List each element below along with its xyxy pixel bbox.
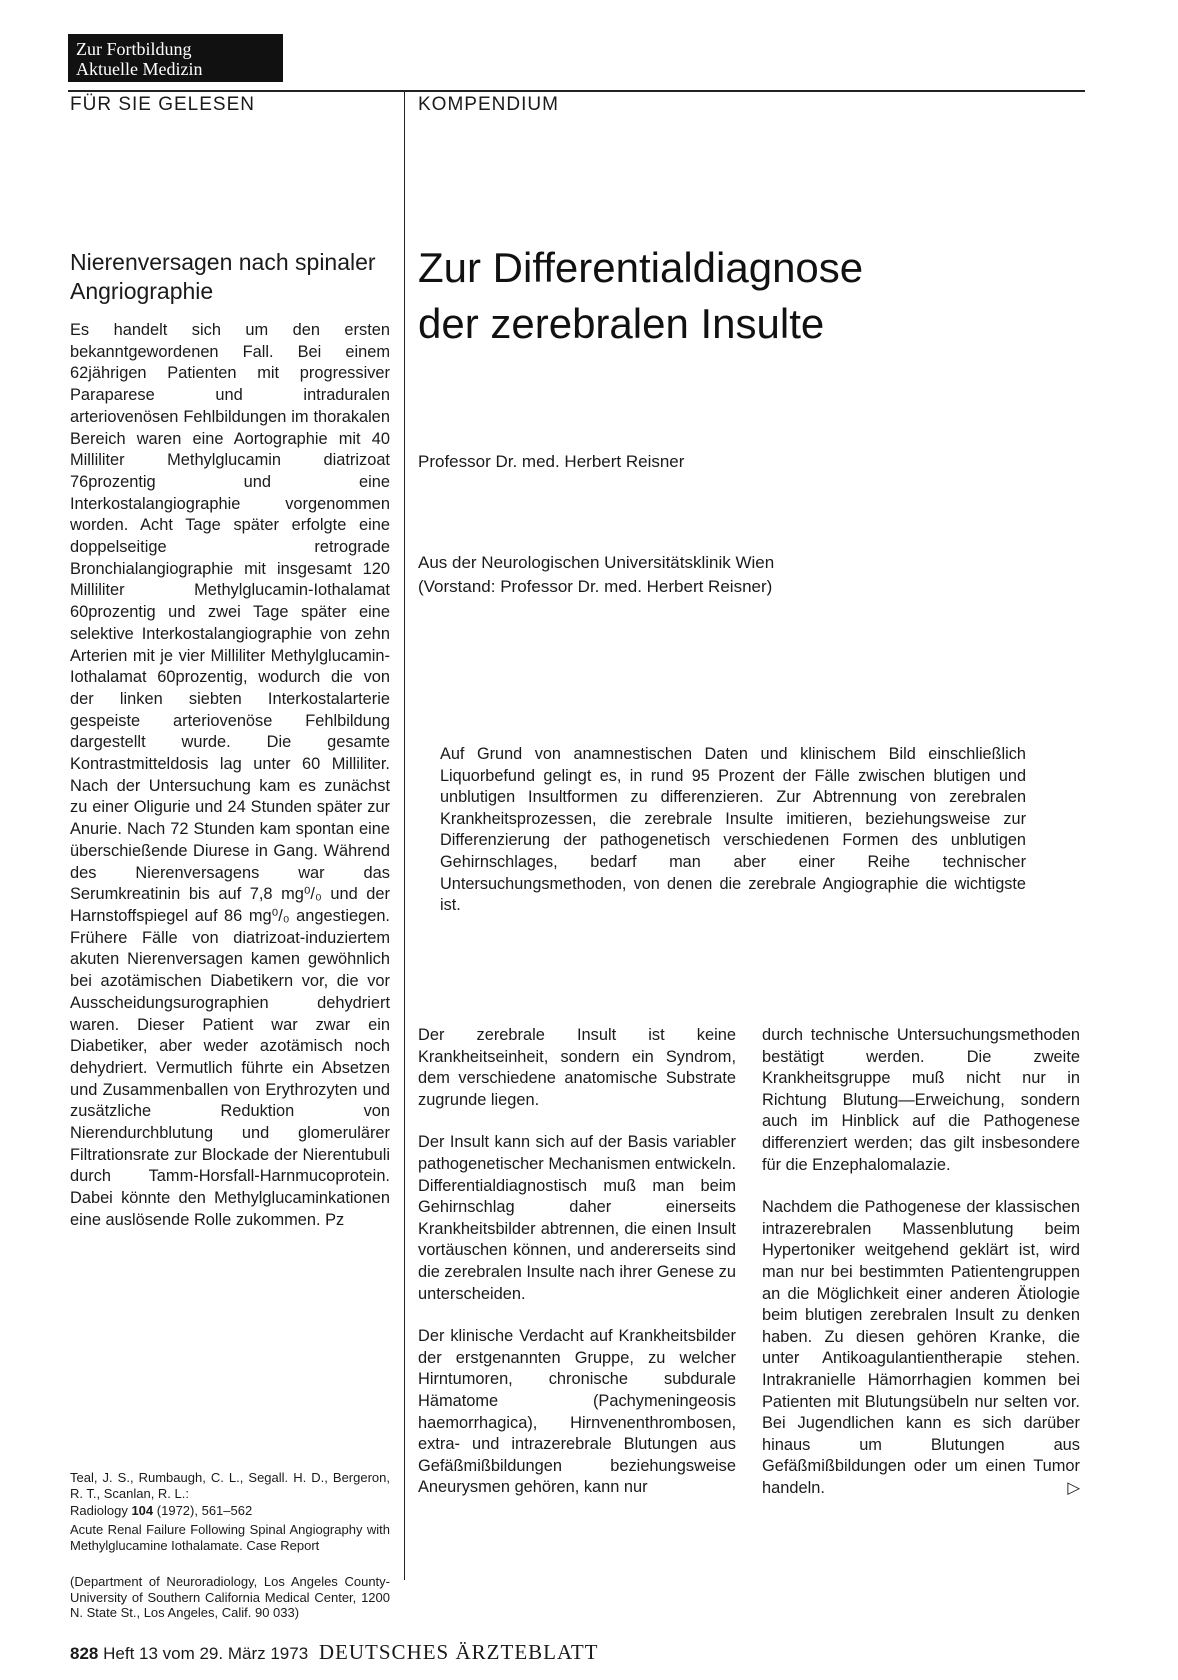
article-author: Professor Dr. med. Herbert Reisner	[418, 452, 685, 471]
sidebar-article-title: Nierenversagen nach spinaler Angriographie	[70, 249, 376, 304]
magazine-name: DEUTSCHES ÄRZTEBLATT	[318, 1640, 599, 1664]
badge-line-2: Aktuelle Medizin	[76, 59, 203, 79]
column-2-paragraph-1: durch technische Untersuchungsmethoden bestätigt werden. Die zweite Krankheitsgruppe muß nicht nur in Richtung Blutung—Erweichung, sondern auch im Hinblick auf die Pathogenese differenziert werden; das gilt insbesondere für die Enzephalomalazie.	[762, 1026, 1080, 1174]
article-title-line-1: Zur Differentialdiagnose	[418, 244, 864, 291]
institution-line-1: Aus der Neurologischen Universitätsklinik Wien	[418, 553, 775, 572]
page-number: 828	[70, 1644, 99, 1663]
reference-title: Acute Renal Failure Following Spinal Angiography with Methylglucamine Iothalamate. Case Report	[70, 1522, 390, 1553]
badge-line-1: Zur Fortbildung	[76, 39, 192, 59]
article-title	[418, 240, 1058, 352]
article-abstract: Auf Grund von anamnestischen Daten und klinischem Bild einschließlich Liquorbefund gelingt es, in rund 95 Prozent der Fälle zwischen blutigen und unblutigen Insultformen zu differenzieren. Zur Abtrennung von zerebralen Krankheitsprozessen, die zerebrale Insulte imitieren, beziehungsweise zur Differenzierung der pathogenetisch verschiedenen Formen des unblutigen Gehirnschlages, bedarf man aber einer Reihe technischer Untersuchungsmethoden, von denen die zerebrale Angiographie die wichtigste ist.	[440, 745, 1026, 915]
column-2-paragraph-2	[762, 1197, 1080, 1499]
reference-journal: Radiology	[70, 1503, 128, 1518]
reference-volume: 104	[131, 1503, 154, 1518]
article-column-2	[762, 1025, 1080, 1499]
column-divider	[404, 92, 405, 1580]
reference-citation	[70, 1503, 390, 1519]
column-2-paragraph-2-text: Nachdem die Pathogenese der klassischen intrazerebralen Massenblutung beim Hypertoniker weitgehend geklärt ist, wird man nur bei bestimmten Patientengruppen an die Möglichkeit einer anderen Ätiologie beim blutigen zerebralen Insult zu denken haben. Zu diesen gehören Kranke, die unter Antikoagulantientherapie stehen. Intrakranielle Hämorrhagien kommen bei Patienten mit Blutungsübeln nur selten vor. Bei Jugendlichen kann es sich darüber hinaus um Blutungen aus Gefäßmißbildungen oder um einen Tumor handeln.	[762, 1198, 1080, 1497]
top-rule	[68, 90, 1085, 92]
section-label-left: FÜR SIE GELESEN	[70, 94, 255, 115]
continue-arrow-icon: ▷	[1067, 1478, 1080, 1497]
section-label-right: KOMPENDIUM	[418, 94, 559, 115]
section-badge	[68, 34, 283, 82]
column-1-paragraph-1: Der zerebrale Insult ist keine Krankheitseinheit, sondern ein Syndrom, dem verschiedene anatomische Substrate zugrunde liegen.	[418, 1026, 736, 1109]
reference-authors: Teal, J. S., Rumbaugh, C. L., Segall. H. D., Bergeron, R. T., Scanlan, R. L.:	[70, 1470, 390, 1501]
article-column-1	[418, 1025, 736, 1499]
reference-pages: (1972), 561–562	[156, 1503, 253, 1518]
sidebar-article-body: Es handelt sich um den ersten bekanntgewordenen Fall. Bei einem 62jährigen Patienten mit progressiver Paraparese und intraduralen arteriovenösen Fehlbildungen im thorakalen Bereich waren eine Aortographie mit 40 Milliliter Methylglucamin diatrizoat 76prozentig und eine Interkostalangiographie vorgenommen worden. Acht Tage später erfolgte eine doppelseitige retrograde Bronchialangiographie mit insgesamt 120 Milliliter Methylglucamin-Iothalamat 60prozentig und zwei Tage später eine selektive Interkostalangiographie von zehn Arterien mit je vier Milliliter Methylglucamin-Iothalamat 60prozentig, wodurch die von der linken siebten Interkostalarterie gespeiste arteriovenöse Fehlbildung dargestellt wurde. Die gesamte Kontrastmitteldosis lag unter 60 Milliliter. Nach der Untersuchung kam es zunächst zu einer Oligurie und 24 Stunden später zur Anurie. Nach 72 Stunden kam spontan eine überschießende Diurese in Gang. Während des Nierenversagens war das Serumkreatinin bis auf 7,8 mg⁰/₀ und der Harnstoffspiegel auf 86 mg⁰/₀ angestiegen. Frühere Fälle von diatrizoat-induziertem akuten Nierenversagen kamen gewöhnlich bei azotämischen Diabetikern vor, die vor Ausscheidungsurographien dehydriert waren. Dieser Patient war zwar ein Diabetiker, aber weder azotämisch noch dehydriert. Vermutlich führte ein Absetzen und Zusammenballen von Erythrozyten und zusätzliche Reduktion von Nierendurchblutung und glomerulärer Filtrationsrate zur Blockade der Nierentubuli durch Tamm-Horsfall-Harnmucoprotein. Dabei könnte den Methylglucaminkationen eine auslösende Rolle zukommen. Pz	[70, 321, 390, 1229]
column-1-paragraph-2: Der Insult kann sich auf der Basis variabler pathogenetischer Mechanismen entwickeln. Differentialdiagnostisch muß man beim Gehirnschlag daher einerseits Krankheitsbilder abtrennen, die einen Insult vortäuschen können, und andererseits sind die zerebralen Insulte nach ihrer Genese zu unterscheiden.	[418, 1133, 736, 1303]
column-1-paragraph-3: Der klinische Verdacht auf Krankheitsbilder der erstgenannten Gruppe, zu welcher Hirntumoren, chronische subdurale Hämatome (Pachymeningeosis haemorrhagica), Hirnvenenthrombosen, extra- und intrazerebrale Blutungen aus Gefäßmißbildungen beziehungsweise Aneurysmen gehören, kann nur	[418, 1327, 736, 1497]
issue-info: Heft 13 vom 29. März 1973	[103, 1644, 309, 1663]
institution-line-2: (Vorstand: Professor Dr. med. Herbert Reisner)	[418, 577, 773, 596]
reference-affiliation: (Department of Neuroradiology, Los Angeles County-University of Southern California Medical Center, 1200 N. State St., Los Angeles, Calif. 90 033)	[70, 1574, 390, 1620]
article-title-line-2: der zerebralen Insulte	[418, 300, 825, 347]
page-footer	[70, 1640, 598, 1665]
